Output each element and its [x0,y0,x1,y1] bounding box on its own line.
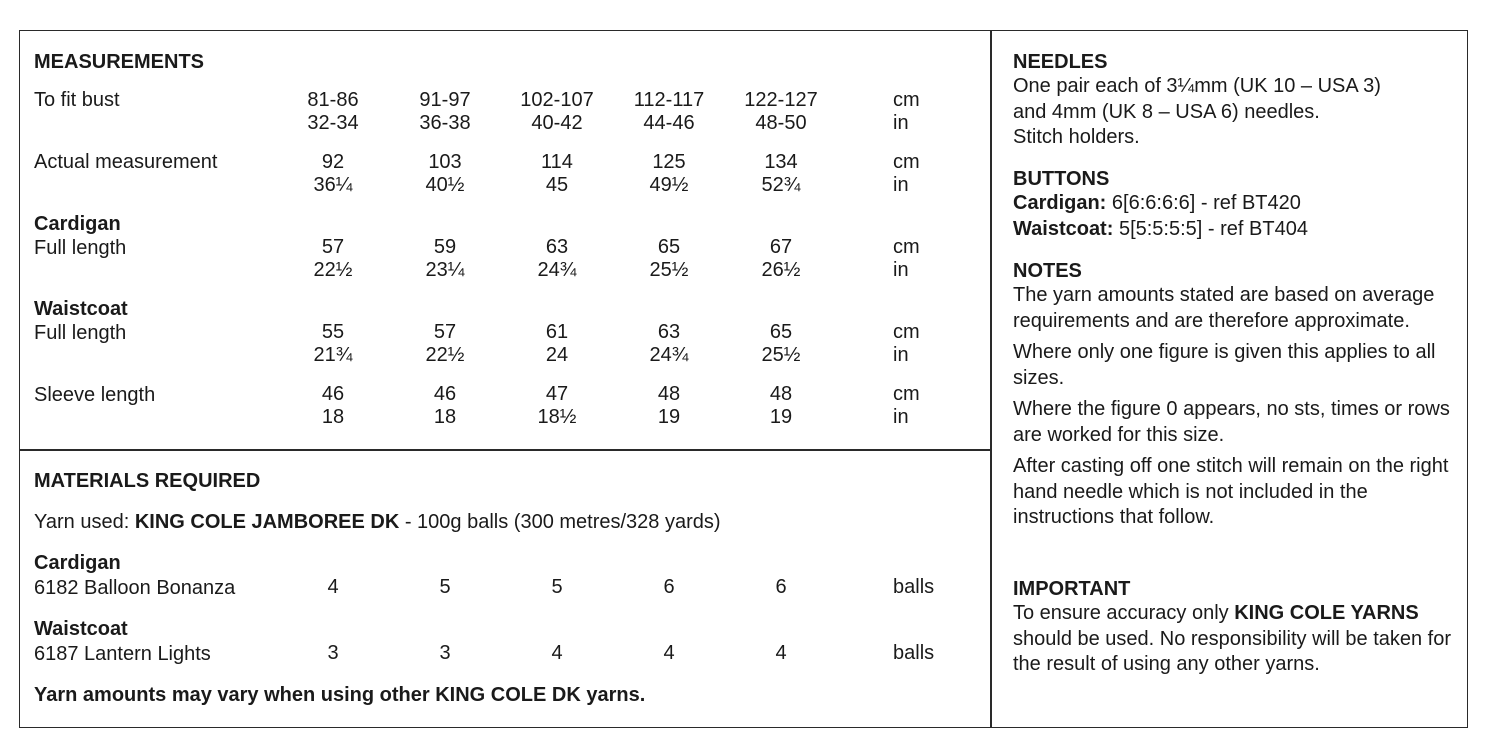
in-value: 49½ [649,174,689,196]
in-value: 25½ [761,344,801,366]
notes-heading: NOTES [1013,260,1082,282]
needles-line: Stitch holders. [1013,126,1140,148]
balls-value: 4 [327,576,339,598]
cm-value: 112-117 [633,89,705,111]
material-group-title: Cardigan [34,552,121,574]
important-post: should be used. No responsibility will be taken for the result of using any other yarns. [1013,627,1452,675]
materials-heading: MATERIALS REQUIRED [34,470,261,492]
row-label: To fit bust [34,89,120,111]
cm-value: 48 [769,383,793,405]
shade-name: 6182 Balloon Bonanza [34,577,236,599]
cm-value: 46 [321,383,345,405]
row-sublabel: Cardigan [34,213,121,235]
notes-paragraph: After casting off one stitch will remain on the right hand needle which is not included in the instructions that follow. [1013,455,1449,528]
balls-value: 4 [663,642,675,664]
in-value: 22½ [425,344,465,366]
cm-value: 81-86 [307,89,359,111]
in-value: 36¼ [313,174,353,196]
balls-value: 3 [327,642,339,664]
important-section [1013,577,1463,678]
yarn-suffix: - 100g balls (300 metres/328 yards) [399,511,721,533]
balls-value: 6 [663,576,675,598]
needles-section [1013,50,1463,151]
row-label: Sleeve length [34,384,156,406]
cm-value: 67 [769,236,793,258]
balls-value: 6 [775,576,787,598]
in-value: 36-38 [419,112,471,134]
in-value: 52¾ [761,174,801,196]
cm-value: 102-107 [520,89,594,111]
cm-value: 134 [764,151,798,173]
needles-heading: NEEDLES [1013,51,1108,73]
cm-value: 57 [433,321,457,343]
in-value: 23¼ [425,259,465,281]
unit-cm: cm [893,321,920,343]
in-value: 40½ [425,174,465,196]
in-value: 32-34 [307,112,359,134]
row-label: Full length [34,322,127,344]
important-pre: To ensure accuracy only [1013,602,1235,624]
unit-in: in [893,112,909,134]
buttons-waistcoat-label: Waistcoat: [1013,217,1114,240]
material-group-title: Waistcoat [34,618,128,640]
in-value: 22½ [313,259,353,281]
balls-value: 5 [439,576,451,598]
column-divider [990,30,992,728]
buttons-waistcoat [1013,217,1463,243]
yarn-name: KING COLE JAMBOREE DK [134,511,400,533]
buttons-cardigan [1013,191,1463,217]
unit-in: in [893,344,909,366]
cm-value: 114 [541,151,573,173]
cm-value: 47 [545,383,569,405]
row-label: Actual measurement [34,151,218,173]
cm-value: 92 [321,151,345,173]
unit-in: in [893,259,909,281]
important-brand: KING COLE YARNS [1234,602,1419,624]
important-heading: IMPORTANT [1013,578,1131,600]
yarn-used [34,510,721,534]
cm-value: 48 [657,383,681,405]
balls-value: 4 [775,642,787,664]
in-value: 24¾ [649,344,689,366]
section-divider [19,449,991,451]
in-value: 18 [321,406,345,428]
notes-paragraph: The yarn amounts stated are based on average requirements and are therefore approximate. [1013,284,1435,332]
measurements-heading: MEASUREMENTS [34,51,205,73]
buttons-cardigan-text: 6[6:6:6:6] - ref BT420 [1106,192,1301,214]
row-label: Full length [34,237,127,259]
unit-balls: balls [893,642,935,664]
buttons-heading: BUTTONS [1013,168,1110,190]
cm-value: 122-127 [744,89,818,111]
cm-value: 91-97 [419,89,471,111]
cm-value: 63 [545,236,569,258]
needles-line: One pair each of 3¼mm (UK 10 – USA 3) [1013,75,1381,97]
yarn-prefix: Yarn used: [34,511,135,533]
in-value: 40-42 [531,112,583,134]
in-value: 45 [545,174,569,196]
cm-value: 55 [321,321,345,343]
cm-value: 46 [433,383,457,405]
cm-value: 65 [769,321,793,343]
in-value: 19 [657,406,681,428]
cm-value: 63 [657,321,681,343]
buttons-waistcoat-text: 5[5:5:5:5] - ref BT404 [1113,217,1308,240]
balls-value: 5 [551,576,563,598]
shade-name: 6187 Lantern Lights [34,643,211,665]
unit-balls: balls [893,576,935,598]
in-value: 21¾ [313,344,353,366]
in-value: 24¾ [537,259,577,281]
needles-line: and 4mm (UK 8 – USA 6) needles. [1013,100,1320,123]
unit-cm: cm [893,236,920,258]
cm-value: 57 [321,236,345,258]
unit-in: in [893,174,909,196]
in-value: 25½ [649,259,689,281]
notes-section [1013,259,1463,531]
unit-in: in [893,406,909,428]
cm-value: 59 [433,236,457,258]
unit-cm: cm [893,89,920,111]
balls-value: 4 [551,642,563,664]
buttons-section [1013,167,1463,242]
buttons-cardigan-label: Cardigan: [1013,192,1107,214]
cm-value: 103 [428,151,462,173]
unit-cm: cm [893,383,920,405]
notes-paragraph: Where only one figure is given this applies to all sizes. [1013,341,1436,389]
cm-value: 61 [545,321,569,343]
cm-value: 125 [652,151,686,173]
in-value: 19 [769,406,793,428]
in-value: 48-50 [755,112,807,134]
cm-value: 65 [657,236,681,258]
in-value: 18½ [537,406,577,428]
yarn-footnote: Yarn amounts may vary when using other KING COLE DK yarns. [34,684,646,706]
in-value: 26½ [761,259,801,281]
important-text [1013,601,1463,678]
balls-value: 3 [439,642,451,664]
in-value: 18 [433,406,457,428]
notes-paragraph: Where the figure 0 appears, no sts, times or rows are worked for this size. [1013,398,1450,446]
row-sublabel: Waistcoat [34,298,128,320]
unit-cm: cm [893,151,920,173]
in-value: 24 [545,344,569,366]
in-value: 44-46 [643,112,695,134]
